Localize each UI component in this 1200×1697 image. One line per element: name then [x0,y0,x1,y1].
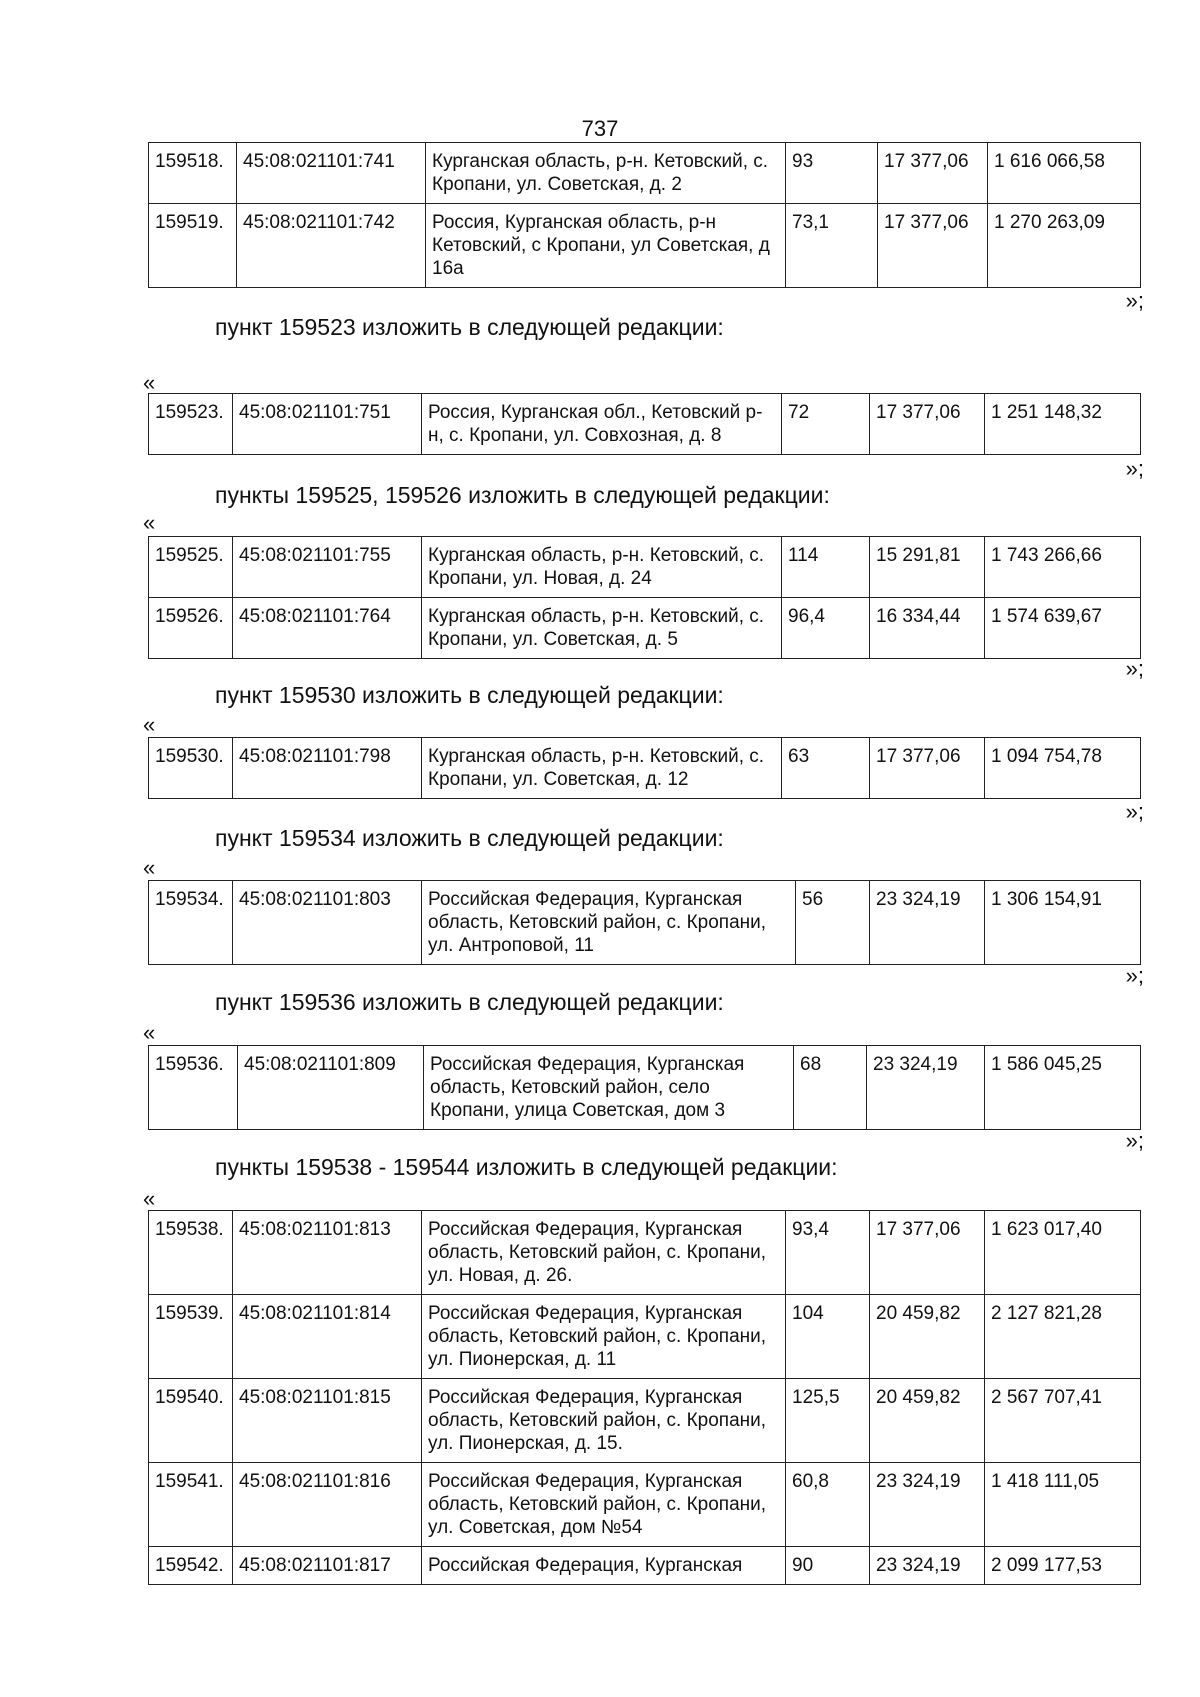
open-quote: « [143,712,156,737]
cell-area: 96,4 [782,598,870,659]
cell-value: 1 094 754,78 [985,738,1141,799]
cell-area: 93 [786,143,878,204]
cell-address: Курганская область, р-н. Кетовский, с. Кропани, ул. Советская, д. 12 [422,738,782,799]
table-row [149,881,1141,965]
table-row [149,537,1141,598]
cell-rate: 17 377,06 [878,204,988,288]
cell-cadastral: 45:08:021101:798 [233,738,422,799]
cell-area: 56 [796,881,870,965]
cell-value: 1 270 263,09 [988,204,1141,288]
cell-address: Российская Федерация, Курганская область, Кетовский район, с. Кропани, ул. Советская, дом №54 [422,1463,786,1547]
table-row [149,1211,1141,1295]
cell-value: 1 418 111,05 [985,1463,1141,1547]
cell-cadastral: 45:08:021101:816 [233,1463,422,1547]
cell-rate: 20 459,82 [870,1295,985,1379]
cell-address: Российская Федерация, Курганская область, Кетовский район, с. Кропани, ул. Пионерская, д. 11 [422,1295,786,1379]
cell-value: 1 251 148,32 [985,394,1141,455]
cell-address: Курганская область, р-н. Кетовский, с. Кропани, ул. Советская, д. 2 [426,143,786,204]
amendment-instruction: пункт 159530 изложить в следующей редакции: [215,682,724,708]
cell-rate: 23 324,19 [867,1046,985,1130]
cell-value: 1 306 154,91 [985,881,1141,965]
cell-rate: 15 291,81 [870,537,985,598]
cell-number: 159523. [149,394,233,455]
close-quote: »; [1125,656,1144,681]
cell-area: 60,8 [786,1463,870,1547]
cell-cadastral: 45:08:021101:814 [233,1295,422,1379]
close-quote: »; [1125,963,1144,988]
table-row [149,204,1141,288]
cell-number: 159534. [149,881,233,965]
open-quote: « [143,1186,156,1211]
table-row [149,738,1141,799]
cell-cadastral: 45:08:021101:815 [233,1379,422,1463]
table-row [149,394,1141,455]
cell-number: 159540. [149,1379,233,1463]
registry-table [148,393,1141,455]
cell-area: 93,4 [786,1211,870,1295]
cell-value: 1 743 266,66 [985,537,1141,598]
cell-value: 1 574 639,67 [985,598,1141,659]
cell-number: 159519. [149,204,237,288]
cell-area: 73,1 [786,204,878,288]
cell-rate: 17 377,06 [878,143,988,204]
table-row [149,598,1141,659]
cell-number: 159536. [149,1046,238,1130]
table-row [149,143,1141,204]
cell-address: Курганская область, р-н. Кетовский, с. Кропани, ул. Новая, д. 24 [422,537,782,598]
cell-area: 63 [782,738,870,799]
amendment-instruction: пункт 159523 изложить в следующей редакции: [215,314,724,340]
cell-address: Российская Федерация, Курганская область, Кетовский район, с. Кропани, ул. Антроповой, 11 [422,881,796,965]
cell-cadastral: 45:08:021101:751 [233,394,422,455]
cell-address: Российская Федерация, Курганская область, Кетовский район, с. Кропани, ул. Пионерская, д. 15. [422,1379,786,1463]
cell-cadastral: 45:08:021101:809 [238,1046,424,1130]
cell-address: Россия, Курганская область, р-н Кетовский, с Кропани, ул Советская, д 16а [426,204,786,288]
cell-cadastral: 45:08:021101:741 [237,143,426,204]
cell-number: 159539. [149,1295,233,1379]
table-row [149,1463,1141,1547]
cell-rate: 17 377,06 [870,738,985,799]
cell-value: 1 616 066,58 [988,143,1141,204]
cell-cadastral: 45:08:021101:742 [237,204,426,288]
cell-address: Российская Федерация, Курганская область, Кетовский район, село Кропани, улица Советская, дом 3 [424,1046,794,1130]
cell-rate: 23 324,19 [870,1463,985,1547]
cell-area: 90 [786,1547,870,1585]
open-quote: « [143,855,156,880]
registry-table [148,1045,1141,1130]
cell-number: 159530. [149,738,233,799]
table-row [149,1295,1141,1379]
amendment-instruction: пункт 159534 изложить в следующей редакции: [215,825,724,851]
cell-cadastral: 45:08:021101:813 [233,1211,422,1295]
cell-area: 68 [794,1046,867,1130]
registry-table [148,737,1141,799]
cell-value: 1 623 017,40 [985,1211,1141,1295]
cell-value: 2 099 177,53 [985,1547,1141,1585]
cell-value: 2 567 707,41 [985,1379,1141,1463]
cell-number: 159538. [149,1211,233,1295]
cell-rate: 23 324,19 [870,1547,985,1585]
cell-area: 114 [782,537,870,598]
cell-address: Российская Федерация, Курганская область, Кетовский район, с. Кропани, ул. Новая, д. 26. [422,1211,786,1295]
cell-number: 159525. [149,537,233,598]
amendment-instruction: пункты 159538 - 159544 изложить в следующей редакции: [215,1154,838,1180]
cell-rate: 20 459,82 [870,1379,985,1463]
registry-table [148,142,1141,288]
close-quote: »; [1125,288,1144,313]
table-row [149,1046,1141,1130]
table-row [149,1547,1141,1585]
close-quote: »; [1125,1128,1144,1153]
cell-address: Курганская область, р-н. Кетовский, с. Кропани, ул. Советская, д. 5 [422,598,782,659]
cell-value: 1 586 045,25 [985,1046,1141,1130]
cell-number: 159541. [149,1463,233,1547]
open-quote: « [143,1020,156,1045]
registry-table [148,536,1141,659]
cell-cadastral: 45:08:021101:817 [233,1547,422,1585]
close-quote: »; [1125,456,1144,481]
cell-rate: 23 324,19 [870,881,985,965]
cell-area: 125,5 [786,1379,870,1463]
amendment-instruction: пункт 159536 изложить в следующей редакции: [215,989,724,1015]
cell-cadastral: 45:08:021101:803 [233,881,422,965]
cell-cadastral: 45:08:021101:755 [233,537,422,598]
cell-cadastral: 45:08:021101:764 [233,598,422,659]
table-row [149,1379,1141,1463]
cell-number: 159542. [149,1547,233,1585]
open-quote: « [143,370,156,395]
cell-address: Российская Федерация, Курганская [422,1547,786,1585]
amendment-instruction: пункты 159525, 159526 изложить в следующей редакции: [215,482,830,508]
close-quote: »; [1125,799,1144,824]
cell-area: 72 [782,394,870,455]
page-number: 737 [581,116,619,141]
cell-number: 159518. [149,143,237,204]
cell-value: 2 127 821,28 [985,1295,1141,1379]
cell-rate: 17 377,06 [870,394,985,455]
cell-rate: 17 377,06 [870,1211,985,1295]
cell-area: 104 [786,1295,870,1379]
open-quote: « [143,510,156,535]
registry-table [148,1210,1141,1585]
cell-number: 159526. [149,598,233,659]
cell-rate: 16 334,44 [870,598,985,659]
registry-table [148,880,1141,965]
cell-address: Россия, Курганская обл., Кетовский р-н, с. Кропани, ул. Совхозная, д. 8 [422,394,782,455]
